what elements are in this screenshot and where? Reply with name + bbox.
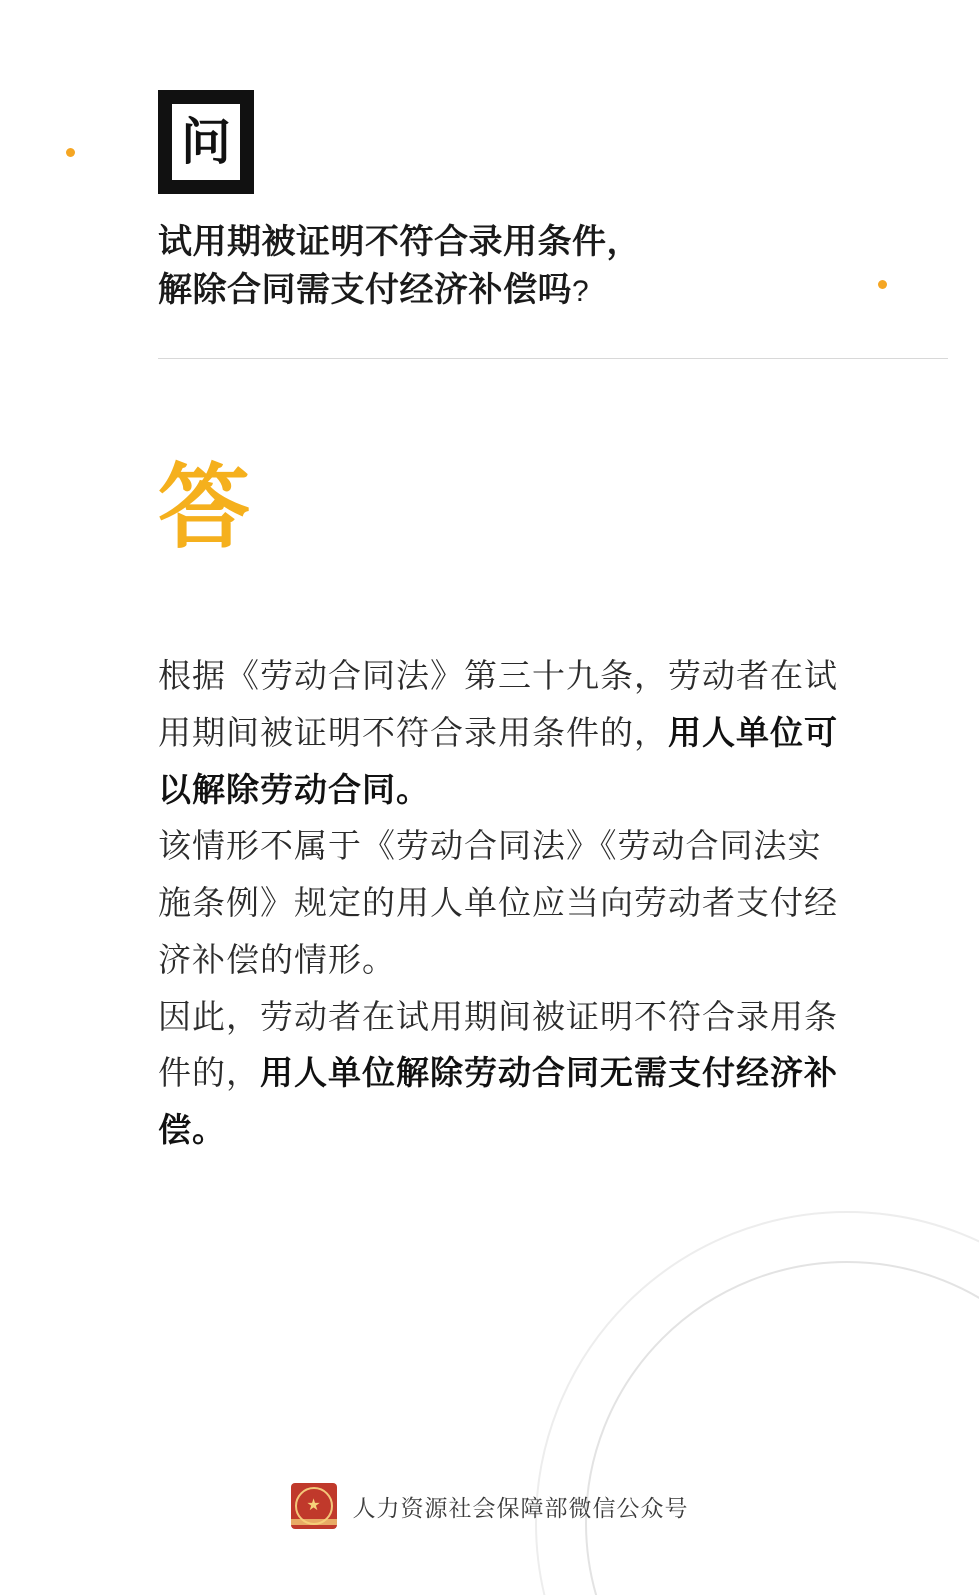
decorative-arc-outer: [535, 1211, 979, 1595]
section-divider: [158, 358, 948, 359]
answer-paragraph-1-text: 根据《劳动合同法》第三十九条，劳动者在试用期间被证明不符合录用条件的，: [158, 657, 838, 751]
national-emblem-icon: [291, 1483, 337, 1529]
answer-marker-label: 答: [158, 454, 253, 561]
answer-paragraph-3-text: 因此，劳动者在试用期间被证明不符合录用条件的，: [158, 997, 838, 1092]
question-marker-label: 问: [181, 113, 231, 171]
answer-paragraph-3: [158, 989, 838, 1159]
footer: [0, 1483, 979, 1529]
question-title-line-2-text: 解除合同需支付经济补偿吗: [158, 271, 572, 310]
answer-paragraph-2: 该情形不属于《劳动合同法》《劳动合同法实施条例》规定的用人单位应当向劳动者支付经济补偿的情形。: [158, 827, 838, 978]
question-title-line-1: 试用期被证明不符合录用条件，: [158, 223, 641, 261]
decorative-arcs: [529, 1205, 979, 1595]
answer-paragraph-3-emphasis: 用人单位解除劳动合同无需支付经济补偿。: [158, 1054, 838, 1148]
decorative-dot-right: [878, 280, 887, 289]
question-title: [158, 218, 858, 315]
emblem-star: ★: [306, 1497, 321, 1514]
answer-paragraph-1: [158, 648, 838, 818]
question-marker-icon: [158, 90, 254, 194]
emblem-band: [291, 1519, 337, 1525]
answer-paragraph-1-emphasis: 用人单位可以解除劳动合同。: [158, 713, 838, 808]
decorative-arc-inner: [585, 1261, 979, 1595]
decorative-dot-left: [66, 148, 75, 157]
answer-body: [158, 648, 838, 1159]
question-title-question-mark: ?: [572, 275, 590, 309]
question-title-line-2: [158, 266, 858, 314]
footer-source-label: 人力资源社会保障部微信公众号: [352, 1494, 689, 1521]
